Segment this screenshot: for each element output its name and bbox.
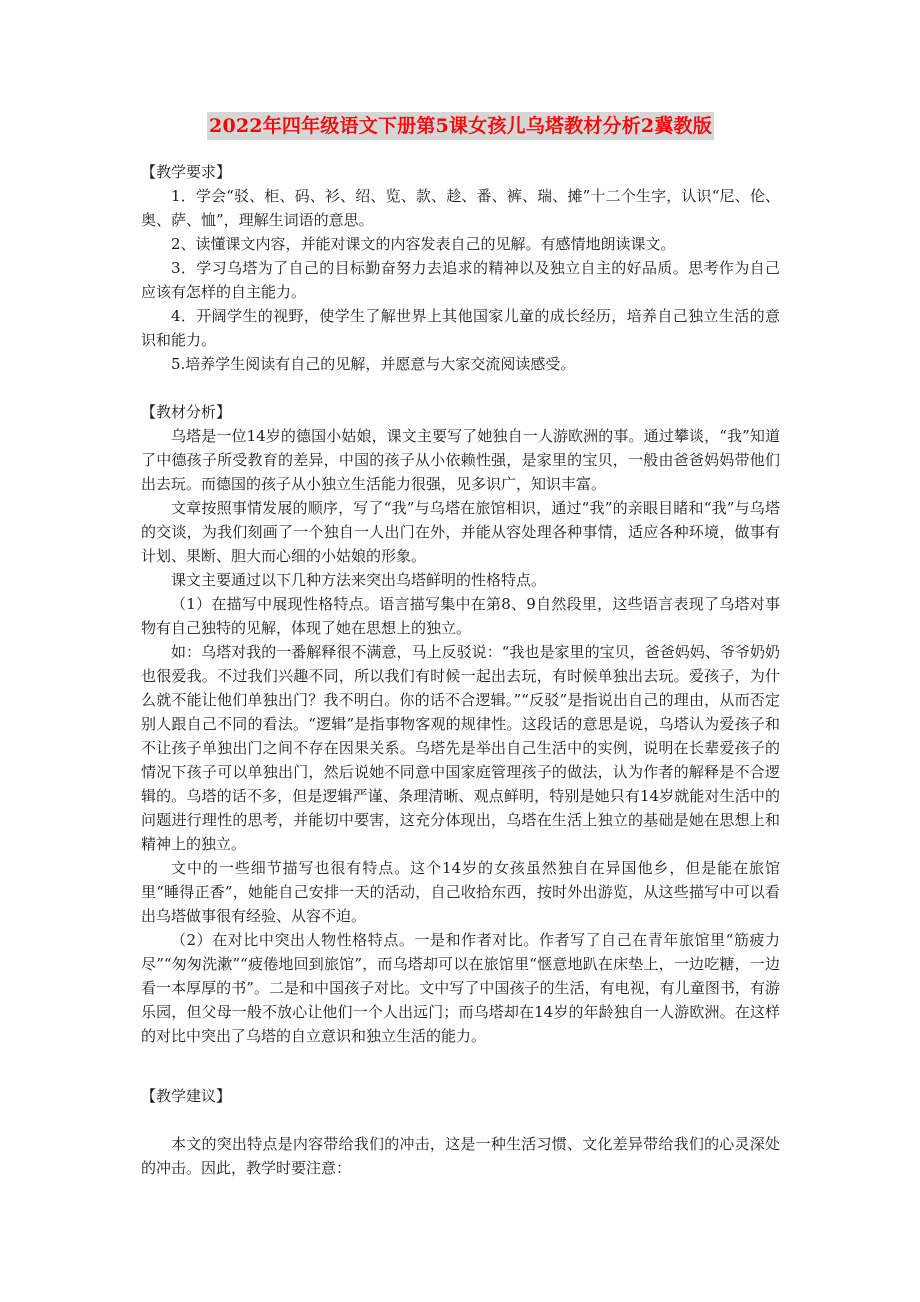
paragraph: 1．学会“驳、柜、码、衫、绍、览、款、趁、番、裤、瑞、摊”十二个生字，认识“尼、伦、奥、萨、恤”，理解生词语的意思。 — [141, 187, 780, 229]
section-spacer — [141, 376, 780, 400]
paragraph: 5.培养学生阅读有自己的见解，并愿意与大家交流阅读感受。 — [171, 355, 576, 373]
paragraph: 文中的一些细节描写也很有特点。这个14岁的女孩虽然独自在异国他乡，但是能在旅馆里“睡得正香”，她能自己安排一天的活动，自己收拾东西，按时外出游览，从这些描写中可以看出乌塔做事很有经验、从容不迫。 — [141, 859, 780, 925]
section-spacer — [141, 1072, 780, 1084]
paragraph: 3．学习乌塔为了自己的目标勤奋努力去追求的精神以及独立自主的好品质。思考作为自己应该有怎样的自主能力。 — [141, 259, 780, 301]
paragraph: 乌塔是一位14岁的德国小姑娘，课文主要写了她独自一人游欧洲的事。通过攀谈，“我”知道了中德孩子所受教育的差异，中国的孩子从小依赖性强，是家里的宝贝，一般由爸爸妈妈带他们出去玩。而德国的孩子从小独立生活能力很强，见多识广，知识丰富。 — [141, 427, 780, 493]
section-heading-material-analysis: 【教材分析】 — [141, 403, 232, 421]
paragraph: 本文的突出特点是内容带给我们的冲击，这是一种生活习惯、文化差异带给我们的心灵深处的冲击。因此，教学时要注意： — [141, 1135, 780, 1177]
paragraph: （2）在对比中突出人物性格特点。一是和作者对比。作者写了自己在青年旅馆里“筋疲力尽”“匆匆洗漱”“疲倦地回到旅馆”，而乌塔却可以在旅馆里“惬意地趴在床垫上，一边吃糖，一边看一本厚厚的书”。二是和中国孩子对比。文中写了中国孩子的生活，有电视，有儿童图书，有游乐园，但父母一般不放心让他们一个人出远门；而乌塔却在14岁的年龄独自一人游欧洲。在这样的对比中突出了乌塔的自立意识和独立生活的能力。 — [141, 931, 780, 1045]
page-title-text: 2022年四年级语文下册第5课女孩儿乌塔教材分析2冀教版 — [207, 112, 714, 140]
section-heading-teaching-suggestions: 【教学建议】 — [141, 1087, 232, 1105]
paragraph: 4．开阔学生的视野，使学生了解世界上其他国家儿童的成长经历，培养自己独立生活的意识和能力。 — [141, 307, 780, 349]
section-heading-teaching-requirements: 【教学要求】 — [141, 163, 232, 181]
paragraph: 文章按照事情发展的顺序，写了“我”与乌塔在旅馆相识，通过“我”的亲眼目睹和“我”与乌塔的交谈，为我们刻画了一个独自一人出门在外，并能从容处理各种事情，适应各种环境，做事有计划、果断、胆大而心细的小姑娘的形象。 — [141, 499, 780, 565]
document-content — [141, 112, 780, 1180]
paragraph: （1）在描写中展现性格特点。语言描写集中在第8、9自然段里，这些语言表现了乌塔对事物有自己独特的见解，体现了她在思想上的独立。 — [141, 595, 780, 637]
paragraph: 2、读懂课文内容，并能对课文的内容发表自己的见解。有感情地朗读课文。 — [171, 235, 676, 253]
section-spacer — [141, 1048, 780, 1072]
page-title — [141, 112, 780, 146]
paragraph: 如：乌塔对我的一番解释很不满意，马上反驳说：“我也是家里的宝贝，爸爸妈妈、爷爷奶奶也很爱我。不过我们兴趣不同，所以我们有时候一起出去玩，有时候单独出去玩。爱孩子，为什么就不能让他们单独出门？我不明白。你的话不合逻辑。”“反驳”是指说出自己的理由，从而否定别人跟自己不同的看法。“逻辑”是指事物客观的规律性。这段话的意思是说，乌塔认为爱孩子和不让孩子单独出门之间不存在因果关系。乌塔先是举出自己生活中的实例，说明在长辈爱孩子的情况下孩子可以单独出门，然后说她不同意中国家庭管理孩子的做法，认为作者的解释是不合逻辑的。乌塔的话不多，但是逻辑严谨、条理清晰、观点鲜明，特别是她只有14岁就能对生活中的问题进行理性的思考，并能切中要害，这充分体现出，乌塔在生活上独立的基础是她在思想上和精神上的独立。 — [141, 643, 780, 853]
paragraph: 课文主要通过以下几种方法来突出乌塔鲜明的性格特点。 — [171, 571, 547, 589]
section-spacer — [141, 1108, 780, 1132]
